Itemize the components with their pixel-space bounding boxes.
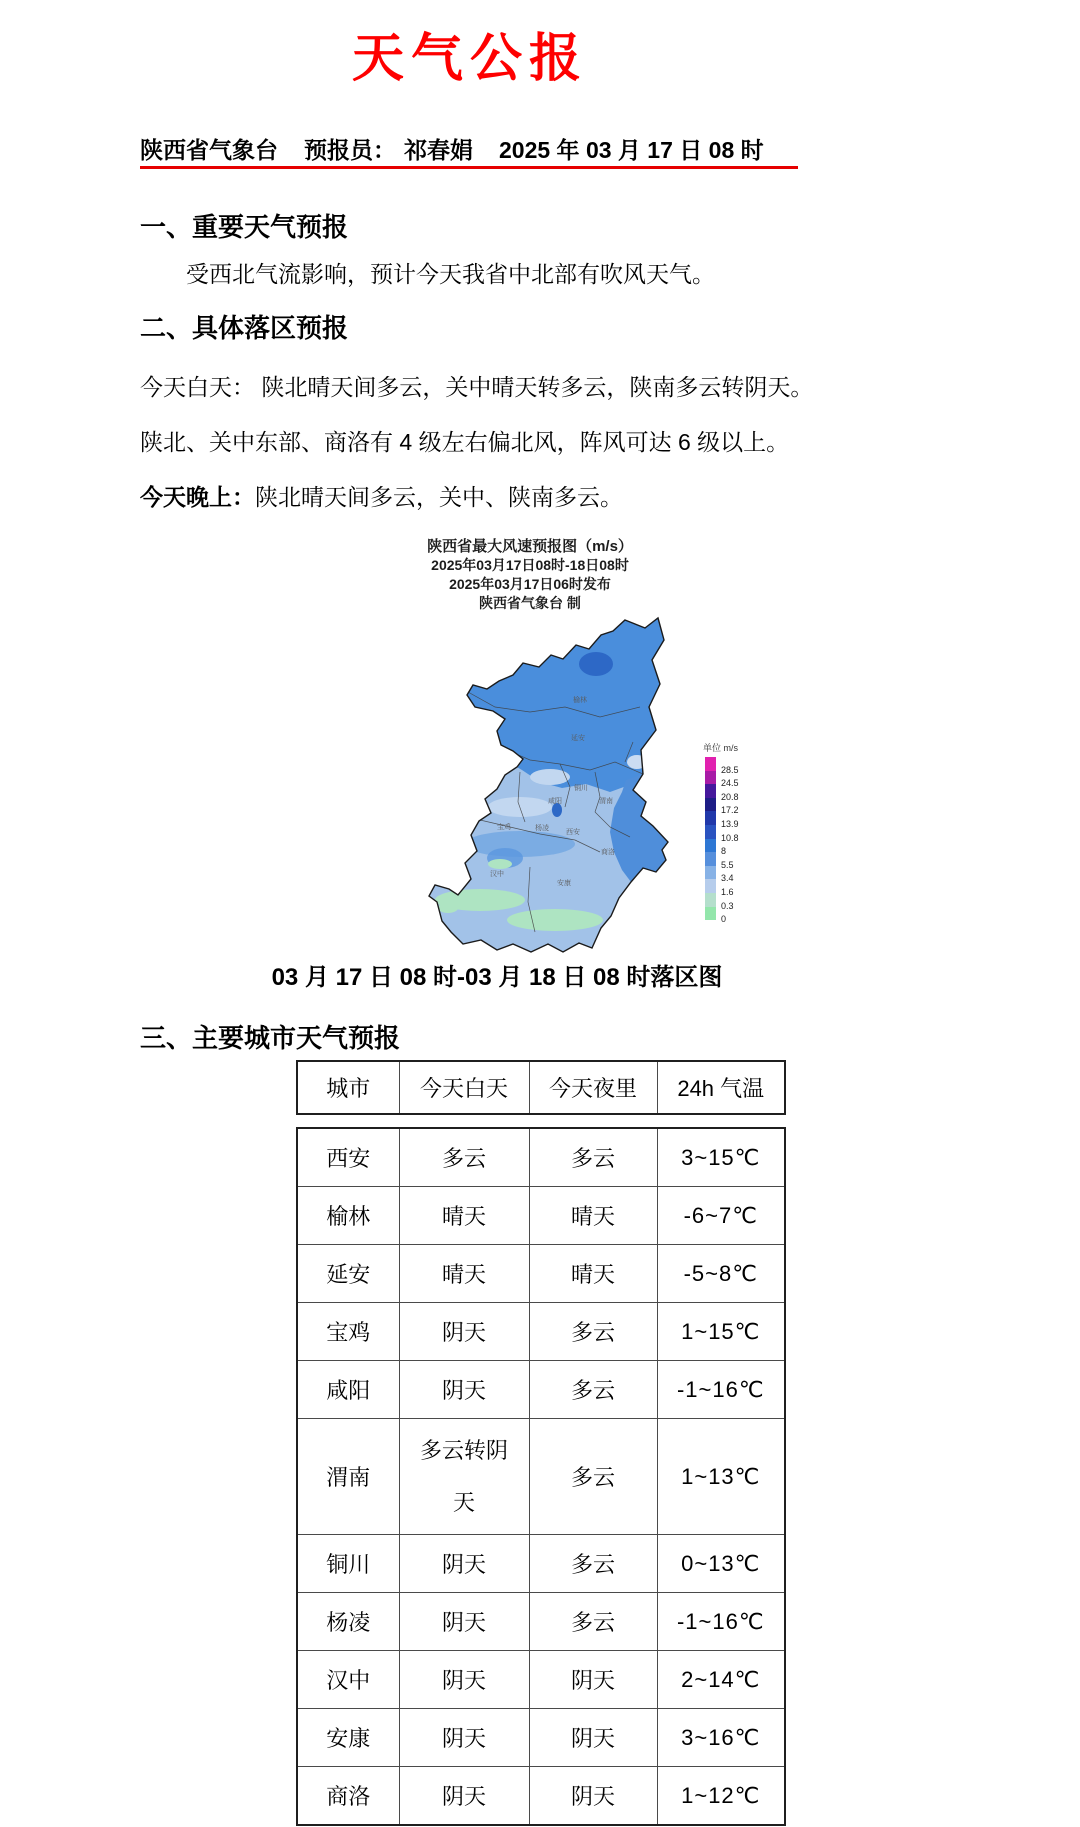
city-cell: 渭南 bbox=[297, 1419, 399, 1535]
legend-color-segment bbox=[705, 771, 716, 785]
legend-color-segment bbox=[705, 893, 716, 907]
temp-cell: 1~12℃ bbox=[657, 1767, 785, 1826]
temp-cell: -6~7℃ bbox=[657, 1187, 785, 1245]
night-weather-cell: 多云 bbox=[529, 1593, 657, 1651]
wind-speed-map bbox=[400, 612, 670, 957]
forecaster-name: 祁春娟 bbox=[404, 137, 473, 163]
section2-heading: 二、具体落区预报 bbox=[140, 313, 349, 343]
daytime-text: 陕北晴天间多云，关中晴天转多云，陕南多云转阴天。 bbox=[255, 374, 814, 400]
table-row bbox=[297, 1419, 785, 1535]
legend-color-segment bbox=[705, 879, 716, 893]
table-row bbox=[297, 1128, 785, 1187]
legend-value-label: 28.5 bbox=[721, 764, 739, 775]
legend-color-segment bbox=[705, 784, 716, 798]
legend-color-segment bbox=[705, 907, 716, 921]
wind-forecast-line: 陕北、关中东部、商洛有 4 级左右偏北风，阵风可达 6 级以上。 bbox=[140, 429, 790, 455]
legend-value-label: 13.9 bbox=[721, 819, 739, 829]
legend-value-label: 0 bbox=[721, 914, 727, 925]
map-legend bbox=[703, 741, 773, 925]
city-label: 汉中 bbox=[490, 871, 504, 878]
city-cell: 咸阳 bbox=[297, 1361, 399, 1419]
day-weather-cell: 多云 bbox=[399, 1128, 529, 1187]
night-weather-cell: 多云 bbox=[529, 1361, 657, 1419]
temp-cell: 3~15℃ bbox=[657, 1128, 785, 1187]
day-weather-cell: 晴天 bbox=[399, 1245, 529, 1303]
temp-cell: -5~8℃ bbox=[657, 1245, 785, 1303]
legend-value-label: 5.5 bbox=[721, 859, 734, 870]
legend-color-segment bbox=[705, 757, 716, 771]
legend-value-label: 8 bbox=[721, 846, 727, 857]
day-weather-cell: 阴天 bbox=[399, 1767, 529, 1826]
city-label: 铜川 bbox=[574, 785, 588, 792]
table-row bbox=[297, 1709, 785, 1767]
city-cell: 西安 bbox=[297, 1128, 399, 1187]
city-label: 杨凌 bbox=[535, 825, 549, 832]
issuer-line bbox=[140, 132, 764, 165]
city-cell: 汉中 bbox=[297, 1651, 399, 1709]
issue-datetime: 2025 年 03 月 17 日 08 时 bbox=[499, 137, 764, 163]
red-underline bbox=[140, 166, 798, 169]
city-label: 咸阳 bbox=[548, 798, 562, 805]
forecaster-label: 预报员： bbox=[304, 137, 396, 163]
map-issue-time: 2025年03月17日06时发布 bbox=[449, 576, 611, 592]
legend-value-label: 0.3 bbox=[721, 900, 734, 911]
legend-value-label: 10.8 bbox=[721, 832, 739, 843]
night-forecast-line bbox=[140, 479, 623, 512]
table-row bbox=[297, 1651, 785, 1709]
section1-heading: 一、重要天气预报 bbox=[140, 212, 349, 242]
legend-color-segment bbox=[705, 825, 716, 839]
map-fill-regions bbox=[400, 612, 670, 957]
legend-color-segment bbox=[705, 839, 716, 853]
column-header: 今天夜里 bbox=[529, 1061, 657, 1114]
day-weather-cell: 阴天 bbox=[399, 1709, 529, 1767]
legend-value-label: 24.5 bbox=[721, 778, 739, 789]
temp-cell: 2~14℃ bbox=[657, 1651, 785, 1709]
city-label: 安康 bbox=[557, 880, 571, 887]
weather-table-body bbox=[296, 1127, 786, 1826]
legend-color-segment bbox=[705, 811, 716, 825]
section1-text: 受西北气流影响，预计今天我省中北部有吹风天气。 bbox=[186, 261, 715, 287]
legend-value-label: 3.4 bbox=[721, 873, 734, 884]
map-caption: 03 月 17 日 08 时-03 月 18 日 08 时落区图 bbox=[271, 964, 723, 991]
night-text: 陕北晴天间多云，关中、陕南多云。 bbox=[255, 484, 623, 510]
night-weather-cell: 多云 bbox=[529, 1535, 657, 1593]
page-title: 天气公报 bbox=[351, 30, 588, 88]
legend-color-segment bbox=[705, 852, 716, 866]
city-label: 渭南 bbox=[599, 798, 613, 805]
daytime-forecast-line bbox=[140, 369, 813, 402]
night-label: 今天晚上： bbox=[140, 484, 255, 510]
temp-cell: -1~16℃ bbox=[657, 1361, 785, 1419]
table-row bbox=[297, 1767, 785, 1826]
map-producer: 陕西省气象台 制 bbox=[479, 595, 581, 611]
temp-cell: 1~15℃ bbox=[657, 1303, 785, 1361]
legend-value-label: 20.8 bbox=[721, 791, 739, 802]
table-row bbox=[297, 1187, 785, 1245]
temp-cell: -1~16℃ bbox=[657, 1593, 785, 1651]
temp-cell: 3~16℃ bbox=[657, 1709, 785, 1767]
legend-value-label: 17.2 bbox=[721, 805, 739, 816]
table-row bbox=[297, 1593, 785, 1651]
day-weather-cell: 多云转阴天 bbox=[399, 1419, 529, 1535]
city-label: 榆林 bbox=[573, 697, 587, 704]
legend-color-segment bbox=[705, 866, 716, 880]
night-weather-cell: 阴天 bbox=[529, 1709, 657, 1767]
section3-heading: 三、主要城市天气预报 bbox=[140, 1023, 401, 1053]
table-header-row bbox=[297, 1061, 785, 1114]
city-label: 西安 bbox=[566, 829, 580, 836]
night-weather-cell: 阴天 bbox=[529, 1651, 657, 1709]
table-row bbox=[297, 1535, 785, 1593]
city-cell: 杨凌 bbox=[297, 1593, 399, 1651]
column-header: 今天白天 bbox=[399, 1061, 529, 1114]
city-label: 宝鸡 bbox=[497, 824, 511, 831]
night-weather-cell: 晴天 bbox=[529, 1245, 657, 1303]
night-weather-cell: 多云 bbox=[529, 1128, 657, 1187]
city-label: 延安 bbox=[571, 735, 585, 742]
city-cell: 安康 bbox=[297, 1709, 399, 1767]
day-weather-cell: 阴天 bbox=[399, 1303, 529, 1361]
city-cell: 宝鸡 bbox=[297, 1303, 399, 1361]
legend-value-label: 1.6 bbox=[721, 887, 734, 897]
column-header: 城市 bbox=[297, 1061, 399, 1114]
city-cell: 铜川 bbox=[297, 1535, 399, 1593]
city-label: 商洛 bbox=[601, 849, 615, 856]
table-row bbox=[297, 1303, 785, 1361]
map-title-block bbox=[345, 537, 715, 613]
city-forecast-tables bbox=[296, 1060, 784, 1826]
city-cell: 榆林 bbox=[297, 1187, 399, 1245]
day-weather-cell: 阴天 bbox=[399, 1593, 529, 1651]
day-weather-cell: 阴天 bbox=[399, 1361, 529, 1419]
weather-table-header bbox=[296, 1060, 786, 1115]
table-row bbox=[297, 1245, 785, 1303]
column-header: 24h 气温 bbox=[657, 1061, 785, 1114]
map-title: 陕西省最大风速预报图（m/s） bbox=[427, 538, 633, 555]
day-weather-cell: 阴天 bbox=[399, 1535, 529, 1593]
day-weather-cell: 阴天 bbox=[399, 1651, 529, 1709]
night-weather-cell: 晴天 bbox=[529, 1187, 657, 1245]
day-weather-cell: 晴天 bbox=[399, 1187, 529, 1245]
table-row bbox=[297, 1361, 785, 1419]
legend-bar bbox=[703, 757, 773, 925]
temp-cell: 0~13℃ bbox=[657, 1535, 785, 1593]
issuer-office: 陕西省气象台 bbox=[140, 137, 278, 163]
night-weather-cell: 阴天 bbox=[529, 1767, 657, 1826]
daytime-label: 今天白天： bbox=[140, 374, 255, 400]
night-weather-cell: 多云 bbox=[529, 1419, 657, 1535]
map-valid-period: 2025年03月17日08时-18日08时 bbox=[431, 557, 629, 573]
city-cell: 延安 bbox=[297, 1245, 399, 1303]
night-weather-cell: 多云 bbox=[529, 1303, 657, 1361]
legend-color-segment bbox=[705, 798, 716, 812]
city-cell: 商洛 bbox=[297, 1767, 399, 1826]
temp-cell: 1~13℃ bbox=[657, 1419, 785, 1535]
legend-unit-label: 单位 m/s bbox=[703, 743, 738, 753]
